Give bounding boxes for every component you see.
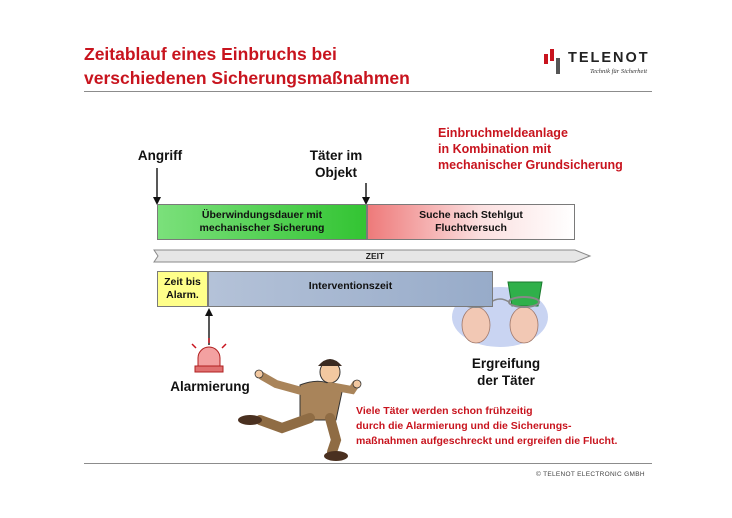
box-zeit-bis-alarm bbox=[157, 271, 208, 307]
note-bottom-line-2: durch die Alarmierung und die Sicherungs- bbox=[356, 420, 572, 432]
logo-wordmark: TELENOT bbox=[568, 50, 650, 66]
note-bottom-line-3: maßnahmen aufgeschreckt und ergreifen die Flucht. bbox=[356, 435, 618, 447]
zeit-label: ZEIT bbox=[365, 251, 385, 261]
taeter-arrow-icon bbox=[362, 183, 370, 205]
note-top-line-3: mechanischer Grundsicherung bbox=[438, 158, 623, 172]
red-line-2: Fluchtversuch bbox=[435, 222, 507, 234]
angriff-arrow-icon bbox=[153, 168, 161, 205]
title-line-2: verschiedenen Sicherungsmaßnahmen bbox=[84, 68, 410, 88]
running-burglar-icon bbox=[238, 359, 361, 461]
blue-label: Interventionszeit bbox=[308, 280, 393, 292]
angriff-label: Angriff bbox=[137, 148, 183, 163]
note-bottom-line-1: Viele Täter werden schon frühzeitig bbox=[356, 405, 533, 417]
logo-tagline: Technik für Sicherheit bbox=[590, 68, 648, 75]
green-line-2: mechanischer Sicherung bbox=[199, 222, 325, 234]
alarmierung-label: Alarmierung bbox=[170, 379, 250, 394]
taeter-line-2: Objekt bbox=[314, 165, 357, 180]
title-line-1: Zeitablauf eines Einbruchs bei bbox=[84, 44, 337, 64]
footer-copyright: © TELENOT ELECTRONIC GMBH bbox=[536, 471, 645, 478]
yellow-line-1: Zeit bis bbox=[164, 276, 201, 288]
red-line-1: Suche nach Stehlgut bbox=[419, 209, 523, 221]
taeter-line-1: Täter im bbox=[309, 148, 363, 163]
footer-rule bbox=[84, 463, 652, 464]
note-top-line-2: in Kombination mit bbox=[438, 142, 552, 156]
ergreifung-line-2: der Täter bbox=[477, 373, 535, 388]
box-suche-stehlgut bbox=[367, 204, 575, 240]
ergreifung-label bbox=[460, 355, 552, 389]
box-interventionszeit bbox=[208, 271, 493, 307]
yellow-line-2: Alarm. bbox=[166, 289, 199, 301]
box-ueberwindungsdauer bbox=[157, 204, 367, 240]
note-top-line-1: Einbruchmeldeanlage bbox=[438, 126, 568, 140]
note-bottom bbox=[356, 404, 617, 449]
ergreifung-line-1: Ergreifung bbox=[471, 356, 541, 371]
green-line-1: Überwindungsdauer mit bbox=[201, 209, 323, 221]
